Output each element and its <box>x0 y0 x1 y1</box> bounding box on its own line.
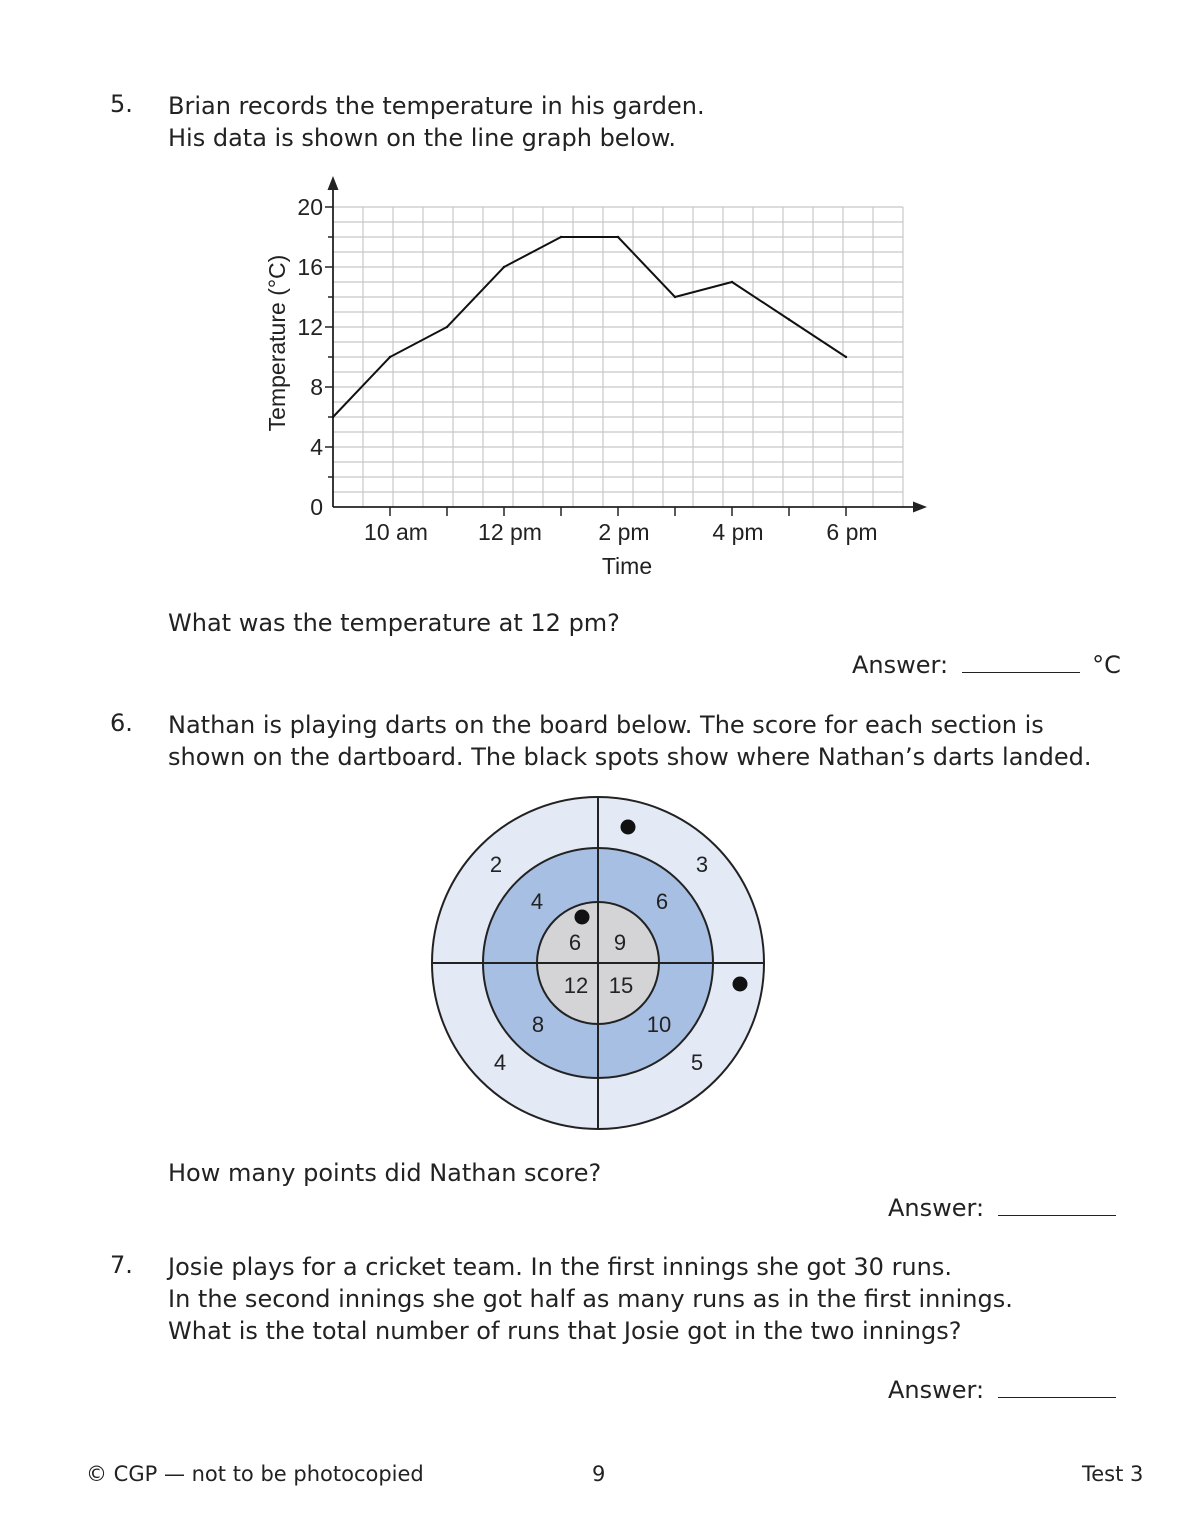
answer-unit: °C <box>1092 651 1121 679</box>
inner-score-bottom-right: 15 <box>608 973 634 998</box>
middle-score-top-right: 6 <box>655 889 669 914</box>
outer-score-bottom-left: 4 <box>493 1050 507 1075</box>
question-6-number: 6. <box>110 709 133 737</box>
question-7-text <box>168 1251 1013 1347</box>
x-tick-label: 12 pm <box>478 519 542 545</box>
data-point <box>560 236 562 238</box>
answer-label: Answer: <box>888 1194 985 1222</box>
footer-copyright: © CGP — not to be photocopied <box>86 1462 424 1486</box>
question-7-answer <box>888 1375 1116 1404</box>
answer-label: Answer: <box>852 651 949 679</box>
y-tick-label: 20 <box>297 194 323 220</box>
middle-score-bottom-left: 8 <box>531 1012 545 1037</box>
dartboard <box>420 785 780 1140</box>
question-5-prompt: What was the temperature at 12 pm? <box>168 609 620 637</box>
answer-line[interactable] <box>962 650 1080 673</box>
data-point <box>731 281 733 283</box>
question-7-line-3: What is the total number of runs that Josie got in the two innings? <box>168 1317 962 1345</box>
x-tick-label: 4 pm <box>712 519 764 545</box>
data-point <box>788 318 790 320</box>
question-5-line-2: His data is shown on the line graph below. <box>168 124 676 152</box>
data-point <box>503 266 505 268</box>
x-axis-ticks <box>364 507 878 545</box>
dart-spot-inner <box>575 910 590 925</box>
answer-line[interactable] <box>998 1193 1116 1216</box>
x-axis-label: Time <box>601 553 653 579</box>
y-axis-label: Temperature (°C) <box>264 254 290 432</box>
data-point <box>332 416 334 418</box>
footer-page-number: 9 <box>592 1462 606 1486</box>
answer-line[interactable] <box>998 1375 1116 1398</box>
x-tick-label: 6 pm <box>826 519 878 545</box>
outer-score-top-right: 3 <box>695 852 709 877</box>
x-tick-label: 10 am <box>364 519 428 545</box>
y-tick-label: 12 <box>297 314 323 340</box>
dart-spot-outer-top <box>621 820 636 835</box>
chart-grid <box>333 207 903 507</box>
temperature-line-chart <box>0 0 1200 600</box>
y-tick-label: 8 <box>310 374 323 400</box>
data-point <box>617 236 619 238</box>
question-5-answer <box>852 650 1121 679</box>
footer-test-label: Test 3 <box>1082 1462 1144 1486</box>
data-point <box>389 356 391 358</box>
y-axis-arrow <box>328 176 339 190</box>
y-tick-label: 16 <box>297 254 323 280</box>
question-5-number: 5. <box>110 90 133 118</box>
outer-score-top-left: 2 <box>489 852 503 877</box>
question-7-line-2: In the second innings she got half as many runs as in the first innings. <box>168 1285 1013 1313</box>
question-6-line-2: shown on the dartboard. The black spots show where Nathan’s darts landed. <box>168 743 1092 771</box>
y-axis-ticks <box>297 194 333 520</box>
question-6-prompt: How many points did Nathan score? <box>168 1159 602 1187</box>
data-point <box>674 296 676 298</box>
question-6-answer <box>888 1193 1116 1222</box>
inner-score-top-left: 6 <box>568 930 582 955</box>
y-tick-label: 0 <box>310 494 323 520</box>
question-6-text <box>168 709 1092 773</box>
middle-score-top-left: 4 <box>530 889 544 914</box>
inner-score-top-right: 9 <box>613 930 627 955</box>
dart-spot-outer-right <box>733 977 748 992</box>
y-tick-label: 4 <box>310 434 323 460</box>
inner-score-bottom-left: 12 <box>563 973 589 998</box>
question-6-line-1: Nathan is playing darts on the board below. The score for each section is <box>168 711 1044 739</box>
x-axis-arrow <box>913 502 927 513</box>
middle-score-bottom-right: 10 <box>646 1012 672 1037</box>
answer-label: Answer: <box>888 1376 985 1404</box>
question-7-number: 7. <box>110 1251 133 1279</box>
outer-score-bottom-right: 5 <box>690 1050 704 1075</box>
data-point <box>845 356 847 358</box>
x-tick-label: 2 pm <box>598 519 650 545</box>
data-point <box>446 326 448 328</box>
question-7-line-1: Josie plays for a cricket team. In the first innings she got 30 runs. <box>168 1253 952 1281</box>
question-5-line-1: Brian records the temperature in his garden. <box>168 92 705 120</box>
